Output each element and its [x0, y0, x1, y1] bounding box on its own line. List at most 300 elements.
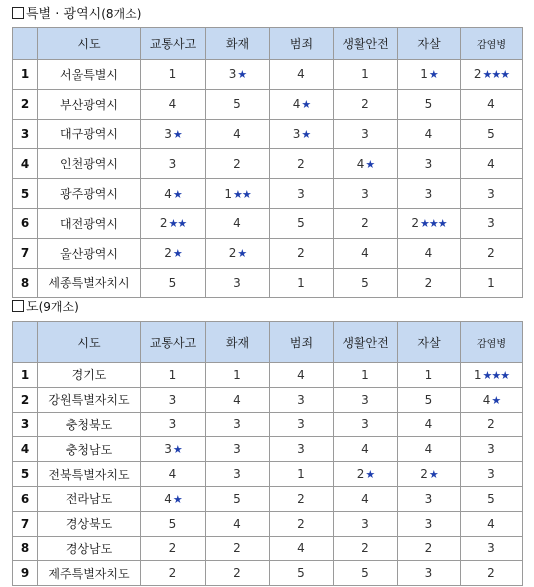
grade-value: 4 [361, 442, 369, 457]
grade-value: 5 [297, 216, 305, 231]
table-header-row [13, 322, 523, 363]
grade-value: 3 [297, 392, 305, 407]
grade-value: 3 [168, 392, 177, 407]
grade-cell [206, 238, 270, 268]
grade-value: 2 [361, 541, 369, 556]
grade-cell [334, 60, 398, 90]
grade-cell [334, 511, 398, 536]
grade-cell [270, 536, 334, 561]
grade-value: 3 [168, 417, 177, 432]
grade-value: 2 [361, 216, 369, 231]
row-number: 3 [13, 412, 38, 437]
grade-cell [461, 179, 523, 209]
grade-value: 4 [297, 541, 305, 556]
table-row [13, 511, 523, 536]
region-name: 경상북도 [38, 511, 141, 536]
grade-cell [461, 437, 523, 462]
grade-cell [206, 511, 270, 536]
grade-cell [270, 268, 334, 298]
grade-cell [206, 149, 270, 179]
grade-value: 5 [233, 491, 241, 506]
row-number: 9 [13, 561, 38, 586]
grade-value: 4 [361, 491, 369, 506]
grade-cell [334, 536, 398, 561]
region-name: 인천광역시 [38, 149, 141, 179]
grade-cell [334, 208, 398, 238]
grade-value: 2 [228, 246, 237, 261]
grade-cell [206, 462, 270, 487]
grade-cell [461, 387, 523, 412]
grade-cell [334, 363, 398, 388]
grade-value: 3 [487, 541, 495, 556]
grade-cell [141, 208, 206, 238]
checkbox-square-icon [12, 7, 24, 19]
row-number: 2 [13, 387, 38, 412]
grade-value: 1 [361, 67, 369, 82]
grade-cell [461, 363, 523, 388]
header-index [13, 322, 38, 363]
grade-value: 1 [297, 467, 305, 482]
grade-cell [206, 536, 270, 561]
table-row [13, 561, 523, 586]
grade-value: 4 [297, 67, 305, 82]
table-row [13, 119, 523, 149]
grade-cell [206, 437, 270, 462]
grade-cell [398, 208, 461, 238]
grade-value: 4 [487, 156, 495, 171]
grade-value: 3 [164, 126, 172, 141]
grade-cell [398, 511, 461, 536]
grade-cell [270, 363, 334, 388]
grade-cell [398, 412, 461, 437]
grade-cell [334, 268, 398, 298]
row-number: 2 [13, 89, 38, 119]
grade-cell [334, 179, 398, 209]
grade-cell [141, 89, 206, 119]
star-icon: ★★ [168, 217, 187, 231]
row-number: 7 [13, 238, 38, 268]
grade-value: 2 [361, 97, 369, 112]
grade-cell [270, 89, 334, 119]
grade-value: 3 [424, 516, 433, 531]
grade-value: 3 [487, 186, 495, 201]
row-number: 3 [13, 119, 38, 149]
grade-cell [461, 561, 523, 586]
grade-cell [461, 89, 523, 119]
grade-cell [270, 561, 334, 586]
grade-cell [141, 363, 206, 388]
grade-value: 2 [164, 246, 172, 261]
grade-value: 2 [487, 246, 495, 261]
grade-cell [398, 536, 461, 561]
grade-cell [461, 119, 523, 149]
header-index [13, 28, 38, 60]
grade-value: 1 [168, 67, 177, 82]
grade-value: 5 [297, 566, 305, 581]
grade-cell [334, 462, 398, 487]
grade-cell [398, 119, 461, 149]
grade-cell [334, 412, 398, 437]
grade-cell [141, 462, 206, 487]
grade-value: 3 [424, 156, 433, 171]
grade-value: 3 [168, 156, 177, 171]
header-safety: 생활안전 [334, 28, 398, 60]
star-icon: ★ [237, 68, 247, 82]
grade-value: 2 [487, 417, 495, 432]
grade-value: 3 [228, 67, 237, 82]
header-fire: 화재 [206, 322, 270, 363]
star-icon: ★ [237, 247, 247, 261]
grade-cell [398, 179, 461, 209]
grade-value: 4 [424, 246, 433, 261]
grade-cell [398, 561, 461, 586]
grade-cell [398, 89, 461, 119]
grade-cell [206, 89, 270, 119]
grade-cell [206, 119, 270, 149]
region-name: 세종특별자치시 [38, 268, 141, 298]
grade-cell [334, 89, 398, 119]
grade-value: 2 [233, 566, 241, 581]
grade-value: 2 [297, 246, 305, 261]
grade-cell [461, 60, 523, 90]
grade-value: 1 [473, 367, 482, 382]
grade-cell [206, 208, 270, 238]
grade-value: 2 [424, 275, 433, 290]
region-name: 울산광역시 [38, 238, 141, 268]
grade-cell [141, 149, 206, 179]
row-number: 4 [13, 149, 38, 179]
star-icon: ★★ [232, 187, 251, 201]
table-row [13, 437, 523, 462]
section1-count: (8개소) [101, 7, 142, 21]
grade-value: 3 [297, 417, 305, 432]
header-crime: 범죄 [270, 322, 334, 363]
row-number: 4 [13, 437, 38, 462]
region-name: 대구광역시 [38, 119, 141, 149]
star-icon: ★ [301, 127, 311, 141]
grade-value: 1 [233, 367, 241, 382]
grade-cell [398, 268, 461, 298]
star-icon: ★ [365, 468, 375, 482]
grade-cell [141, 387, 206, 412]
grade-cell [270, 238, 334, 268]
grade-value: 2 [424, 541, 433, 556]
grade-cell [398, 60, 461, 90]
row-number: 1 [13, 60, 38, 90]
grade-cell [398, 238, 461, 268]
grade-cell [398, 387, 461, 412]
grade-cell [334, 119, 398, 149]
grade-value: 3 [361, 392, 369, 407]
grade-value: 1 [487, 275, 495, 290]
section2-title [12, 299, 79, 316]
grade-value: 4 [164, 186, 172, 201]
grade-value: 5 [168, 516, 177, 531]
grade-cell [270, 412, 334, 437]
grade-cell [334, 238, 398, 268]
region-name: 대전광역시 [38, 208, 141, 238]
grade-cell [270, 208, 334, 238]
grade-cell [334, 561, 398, 586]
grade-value: 4 [168, 97, 177, 112]
region-name: 충청북도 [38, 412, 141, 437]
grade-value: 5 [233, 97, 241, 112]
region-name: 충청남도 [38, 437, 141, 462]
grade-value: 2 [420, 467, 428, 482]
grade-cell [206, 179, 270, 209]
grade-value: 4 [487, 97, 495, 112]
row-number: 6 [13, 486, 38, 511]
row-number: 6 [13, 208, 38, 238]
grade-cell [141, 268, 206, 298]
table-row [13, 387, 523, 412]
grade-value: 4 [164, 491, 172, 506]
section2-count: (9개소) [38, 300, 79, 314]
provinces-table [12, 321, 523, 586]
grade-value: 2 [356, 467, 365, 482]
section2-title-text: 도 [26, 300, 39, 315]
grade-value: 4 [482, 392, 491, 407]
header-crime: 범죄 [270, 28, 334, 60]
grade-value: 2 [233, 156, 241, 171]
table-row [13, 268, 523, 298]
region-name: 강원특별자치도 [38, 387, 141, 412]
grade-value: 1 [297, 275, 305, 290]
grade-value: 5 [487, 491, 495, 506]
header-region: 시도 [38, 322, 141, 363]
grade-cell [270, 437, 334, 462]
grade-cell [334, 387, 398, 412]
table-row [13, 462, 523, 487]
header-suicide: 자살 [398, 28, 461, 60]
star-icon: ★ [301, 98, 311, 112]
grade-cell [398, 149, 461, 179]
grade-value: 3 [233, 275, 241, 290]
grade-cell [141, 60, 206, 90]
grade-cell [461, 486, 523, 511]
row-number: 5 [13, 179, 38, 209]
grade-value: 3 [424, 491, 433, 506]
star-icon: ★ [172, 443, 182, 457]
grade-cell [398, 437, 461, 462]
grade-value: 1 [424, 367, 433, 382]
grade-value: 2 [159, 216, 168, 231]
grade-value: 3 [487, 467, 495, 482]
star-icon: ★ [172, 247, 182, 261]
grade-value: 3 [292, 126, 301, 141]
grade-cell [141, 179, 206, 209]
table-row [13, 486, 523, 511]
grade-cell [206, 60, 270, 90]
grade-cell [461, 268, 523, 298]
region-name: 부산광역시 [38, 89, 141, 119]
table-row [13, 208, 523, 238]
grade-cell [206, 561, 270, 586]
table-row [13, 89, 523, 119]
grade-value: 2 [297, 491, 305, 506]
grade-value: 3 [424, 566, 433, 581]
grade-value: 2 [168, 541, 177, 556]
grade-value: 4 [424, 417, 433, 432]
grade-cell [461, 462, 523, 487]
grade-value: 4 [297, 367, 305, 382]
table-row [13, 412, 523, 437]
grade-value: 4 [233, 516, 241, 531]
table-row [13, 149, 523, 179]
grade-cell [141, 119, 206, 149]
grade-value: 3 [361, 186, 369, 201]
grade-value: 5 [361, 566, 369, 581]
grade-cell [270, 511, 334, 536]
section1-title-text: 특별 · 광역시 [26, 7, 102, 22]
star-icon: ★★★ [482, 368, 510, 382]
grade-value: 4 [356, 156, 365, 171]
grade-cell [141, 511, 206, 536]
grade-value: 1 [224, 186, 232, 201]
grade-cell [461, 238, 523, 268]
grade-value: 5 [487, 126, 495, 141]
row-number: 7 [13, 511, 38, 536]
grade-value: 3 [487, 442, 495, 457]
star-icon: ★ [428, 68, 438, 82]
grade-cell [270, 60, 334, 90]
grade-value: 2 [297, 156, 305, 171]
metro-cities-table [12, 27, 523, 298]
table-row [13, 179, 523, 209]
grade-value: 3 [233, 467, 241, 482]
grade-value: 3 [361, 516, 369, 531]
grade-value: 5 [424, 97, 433, 112]
grade-value: 3 [233, 442, 241, 457]
grade-cell [270, 387, 334, 412]
grade-value: 3 [361, 126, 369, 141]
grade-cell [206, 268, 270, 298]
region-name: 경기도 [38, 363, 141, 388]
grade-value: 1 [168, 367, 177, 382]
star-icon: ★ [428, 468, 438, 482]
header-suicide: 자살 [398, 322, 461, 363]
header-traffic: 교통사고 [141, 28, 206, 60]
row-number: 1 [13, 363, 38, 388]
grade-value: 2 [233, 541, 241, 556]
grade-value: 3 [361, 417, 369, 432]
star-icon: ★★★ [482, 68, 510, 82]
grade-cell [141, 412, 206, 437]
grade-cell [461, 412, 523, 437]
grade-value: 3 [424, 186, 433, 201]
grade-value: 2 [297, 516, 305, 531]
grade-cell [461, 511, 523, 536]
grade-cell [398, 486, 461, 511]
region-name: 전라남도 [38, 486, 141, 511]
region-name: 경상남도 [38, 536, 141, 561]
star-icon: ★ [365, 157, 375, 171]
table-header-row [13, 28, 523, 60]
grade-cell [334, 149, 398, 179]
row-number: 8 [13, 536, 38, 561]
row-number: 5 [13, 462, 38, 487]
grade-cell [141, 536, 206, 561]
star-icon: ★★★ [420, 217, 447, 231]
grade-value: 4 [487, 516, 495, 531]
table-row [13, 238, 523, 268]
grade-cell [270, 149, 334, 179]
table-row [13, 536, 523, 561]
grade-value: 1 [420, 67, 428, 82]
grade-value: 1 [361, 367, 369, 382]
grade-cell [206, 486, 270, 511]
checkbox-square-icon [12, 300, 24, 312]
grade-value: 4 [233, 216, 241, 231]
grade-cell [398, 462, 461, 487]
grade-value: 3 [487, 216, 495, 231]
grade-cell [206, 363, 270, 388]
star-icon: ★ [172, 127, 182, 141]
header-region: 시도 [38, 28, 141, 60]
grade-cell [141, 561, 206, 586]
grade-cell [270, 486, 334, 511]
grade-value: 4 [292, 97, 301, 112]
grade-cell [461, 149, 523, 179]
grade-cell [206, 412, 270, 437]
header-infection: 감염병 [461, 28, 523, 60]
row-number: 8 [13, 268, 38, 298]
table-row [13, 363, 523, 388]
grade-value: 4 [424, 442, 433, 457]
grade-value: 4 [361, 246, 369, 261]
grade-value: 4 [168, 467, 177, 482]
grade-cell [141, 486, 206, 511]
section1-title [12, 6, 141, 23]
grade-value: 3 [233, 417, 241, 432]
grade-value: 4 [233, 392, 241, 407]
grade-cell [270, 119, 334, 149]
grade-value: 5 [168, 275, 177, 290]
grade-value: 3 [297, 442, 305, 457]
header-fire: 화재 [206, 28, 270, 60]
header-traffic: 교통사고 [141, 322, 206, 363]
grade-cell [461, 208, 523, 238]
grade-value: 2 [411, 216, 420, 231]
star-icon: ★ [172, 187, 182, 201]
star-icon: ★ [172, 492, 182, 506]
grade-value: 3 [297, 186, 305, 201]
grade-value: 4 [233, 126, 241, 141]
region-name: 전북특별자치도 [38, 462, 141, 487]
grade-cell [461, 536, 523, 561]
grade-value: 2 [487, 566, 495, 581]
region-name: 광주광역시 [38, 179, 141, 209]
grade-value: 3 [164, 442, 172, 457]
grade-cell [141, 437, 206, 462]
header-safety: 생활안전 [334, 322, 398, 363]
grade-value: 2 [473, 67, 482, 82]
grade-cell [141, 238, 206, 268]
grade-cell [270, 462, 334, 487]
grade-cell [270, 179, 334, 209]
grade-cell [334, 486, 398, 511]
region-name: 서울특별시 [38, 60, 141, 90]
table-row [13, 60, 523, 90]
grade-value: 5 [424, 392, 433, 407]
star-icon: ★ [491, 393, 501, 407]
grade-cell [334, 437, 398, 462]
grade-cell [398, 363, 461, 388]
grade-value: 4 [424, 126, 433, 141]
region-name: 제주특별자치도 [38, 561, 141, 586]
grade-cell [206, 387, 270, 412]
grade-value: 2 [168, 566, 177, 581]
